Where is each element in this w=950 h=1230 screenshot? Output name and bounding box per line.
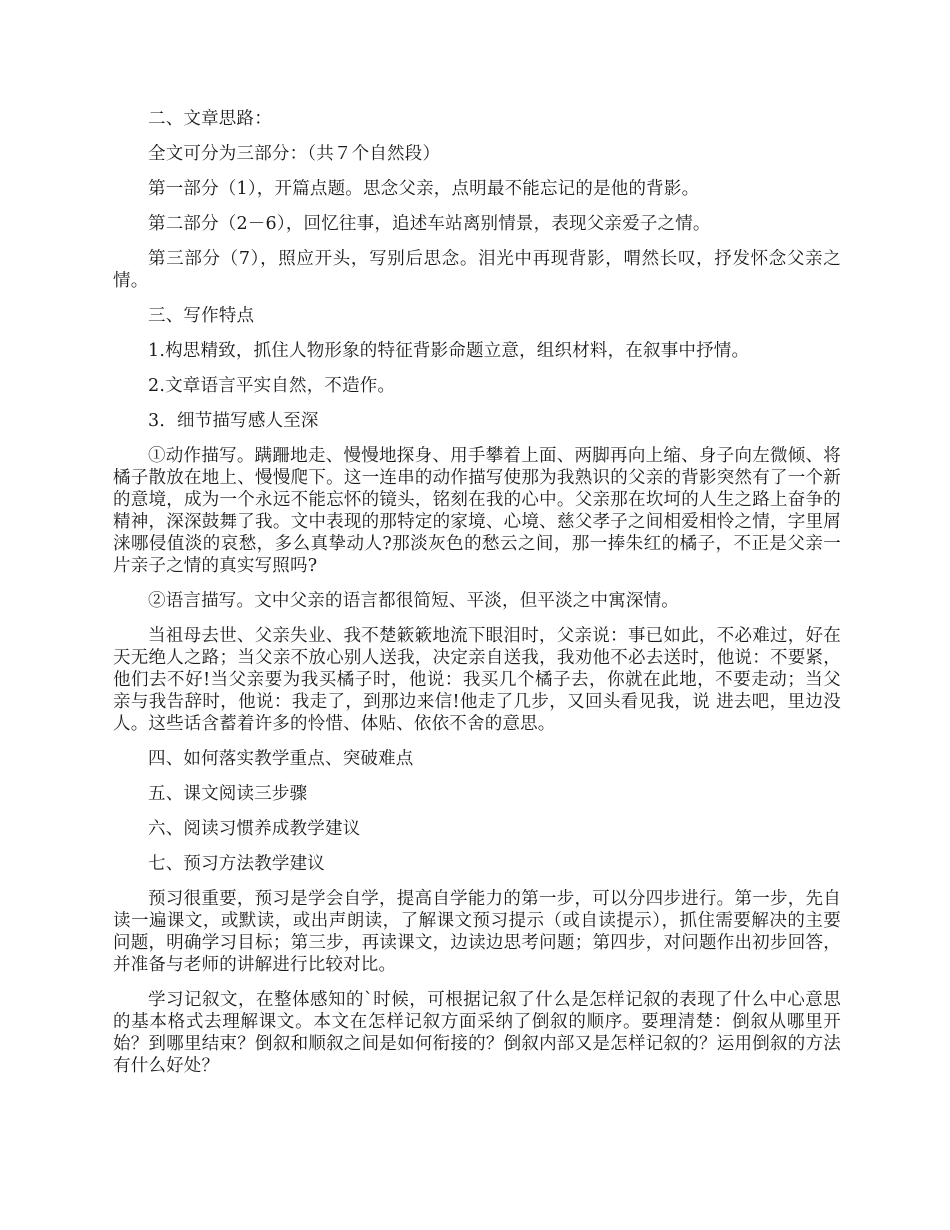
structure-part-three: 第三部分（7），照应开头，写别后思念。泪光中再现背影，喟然长叹，抒发怀念父亲之情。 xyxy=(113,249,841,291)
section-heading-reading-steps: 五、课文阅读三步骤 xyxy=(148,784,308,804)
language-description-paragraph: ②语言描写。文中父亲的语言都很简短、平淡，但平淡之中寓深情。 xyxy=(148,591,679,611)
structure-part-two: 第二部分（2－6），回忆往事，追述车站离别情景，表现父亲爱子之情。 xyxy=(148,214,711,234)
father-quotes-paragraph: 当祖母去世、父亲失业、我不楚簌簌地流下眼泪时，父亲说：事已如此，不必难过，好在天无绝人之路；当父亲不放心别人送我，决定亲自送我，我劝他不必去送时，他说：不要紧，他们去不好!当父亲要为我买橘子时，他说：我买几个橘子去，你就在此地，不要走动；当父亲与我告辞时，他说：我走了，到那边来信!他走了几步，又回头看见我，说 进去吧，里边没人。这些话含蓄着许多的怜惜、体贴、依依不舍的意思。 xyxy=(113,626,841,734)
feature-three: 3．细节描写感人至深 xyxy=(148,411,319,431)
feature-one: 1.构思精致，抓住人物形象的特征背影命题立意，组织材料，在叙事中抒情。 xyxy=(148,341,750,361)
preview-method-paragraph: 预习很重要，预习是学会自学，提高自学能力的第一步，可以分四步进行。第一步，先自读一遍课文，或默读，或出声朗读，了解课文预习提示（或自读提示），抓住需要解决的主要问题，明确学习目标；第三步，再读课文，边读边思考问题；第四步，对问题作出初步回答，并准备与老师的讲解进行比较对比。 xyxy=(113,889,841,975)
section-heading-article-structure: 二、文章思路： xyxy=(148,109,272,129)
document-page xyxy=(113,108,841,1090)
section-heading-teaching-focus: 四、如何落实教学重点、突破难点 xyxy=(148,749,414,769)
narrative-learning-paragraph: 学习记叙文，在整体感知的`时候，可根据记叙了什么是怎样记叙的表现了什么中心意思的基本格式去理解课文。本文在怎样记叙方面采纳了倒叙的顺序。要理清楚：倒叙从哪里开始？到哪里结束？倒叙和顺叙之间是如何衔接的？倒叙内部又是怎样记叙的？运用倒叙的方法有什么好处？ xyxy=(113,990,841,1076)
section-heading-preview-methods: 七、预习方法教学建议 xyxy=(148,854,325,874)
feature-two: 2.文章语言平实自然，不造作。 xyxy=(148,376,396,396)
section-heading-reading-habits: 六、阅读习惯养成教学建议 xyxy=(148,819,361,839)
section-heading-writing-features: 三、写作特点 xyxy=(148,306,255,326)
action-description-paragraph: ①动作描写。蹒跚地走、慢慢地探身、用手攀着上面、两脚再向上缩、身子向左微倾、将橘子散放在地上、慢慢爬下。这一连串的动作描写使那为我熟识的父亲的背影突然有了一个新的意境，成为一个永远不能忘怀的镜头，铭刻在我的心中。父亲那在坎坷的人生之路上奋争的精神，深深鼓舞了我。文中表现的那特定的家境、心境、慈父孝子之间相爱相怜之情，字里屑涞哪侵值淡的哀愁，多么真挚动人?那淡灰色的愁云之间，那一捧朱红的橘子，不正是父亲一片亲子之情的真实写照吗? xyxy=(113,446,841,576)
structure-part-one: 第一部分（1），开篇点题。思念父亲，点明最不能忘记的是他的背影。 xyxy=(148,179,700,199)
structure-overview: 全文可分为三部分：（共７个自然段） xyxy=(148,144,441,164)
